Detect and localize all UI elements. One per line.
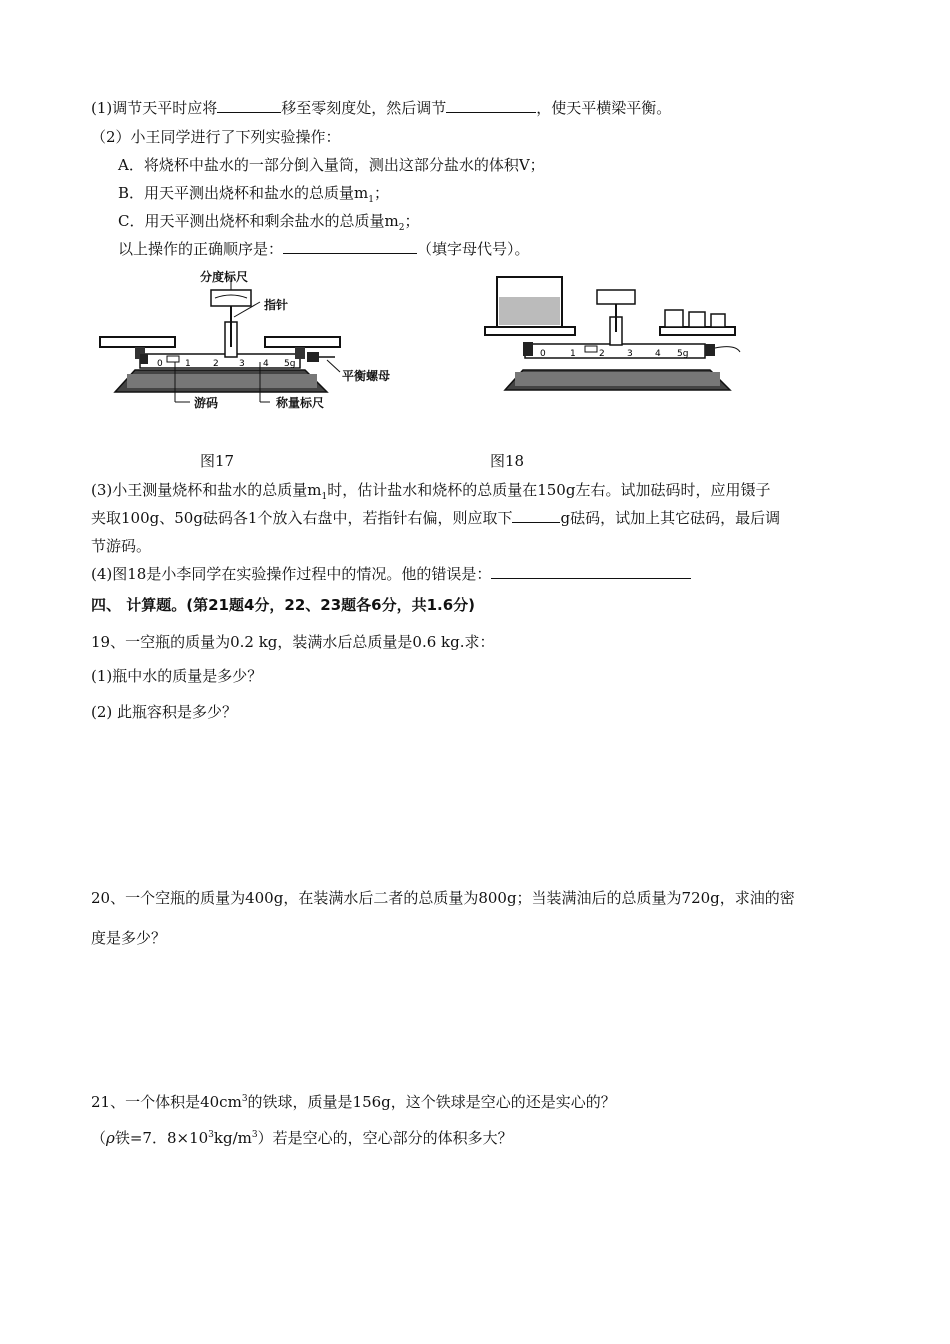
svg-text:5g: 5g — [677, 349, 689, 359]
svg-text:5g: 5g — [284, 359, 296, 369]
q1-blank-1[interactable] — [217, 98, 281, 113]
q2-option-b — [118, 183, 389, 210]
svg-text:4: 4 — [655, 349, 661, 359]
q4-text: (4)图18是小李同学在实验操作过程中的情况。他的错误是： — [91, 565, 492, 583]
p21-line-1-sup: 3 — [241, 1094, 248, 1104]
fig17-label-pointer: 指针 — [264, 298, 289, 312]
q3-blank[interactable] — [512, 508, 560, 523]
p21-line-1-text: 21、一个体积是40cm — [91, 1093, 242, 1111]
rho-symbol: ρ — [106, 1129, 115, 1147]
p21-line-2-end: ）若是空心的，空心部分的体积多大？ — [257, 1129, 513, 1147]
q1-mid: 移至零刻度处，然后调节 — [281, 99, 447, 117]
svg-text:1: 1 — [185, 359, 191, 369]
q3-line-2-text: 夹取100g、50g砝码各1个放入右盘中，若指针右偏，则应取下 — [91, 509, 513, 527]
svg-text:3: 3 — [627, 349, 633, 359]
q1-line — [91, 98, 671, 118]
fig17-label-rider: 游码 — [194, 396, 219, 410]
q3-line-1-sub: 1 — [321, 492, 328, 502]
q1-blank-2[interactable] — [446, 98, 536, 113]
q2-option-b-end: ； — [373, 184, 389, 202]
svg-text:3: 3 — [239, 359, 245, 369]
p21-line-2 — [91, 1125, 513, 1148]
q4-blank[interactable] — [491, 564, 691, 579]
q3-line-2 — [91, 508, 780, 528]
q2-order-blank[interactable] — [283, 239, 417, 254]
q2-option-b-text: B．用天平测出烧杯和盐水的总质量m — [118, 184, 369, 202]
q3-line-1-end: 时，估计盐水和烧杯的总质量在150g左右。试加砝码时，应用镊子 — [327, 481, 771, 499]
q1-after: ，使天平横梁平衡。 — [536, 99, 672, 117]
p19-sub-1: (1)瓶中水的质量是多少？ — [91, 667, 263, 685]
p21-density-value: 铁=7．8×10 — [114, 1129, 209, 1147]
q2-option-b-sub: 1 — [368, 195, 374, 205]
section-4-title: 四、 计算题。(第21题4分，22、23题各6分，共1.6分) — [91, 596, 476, 614]
fig17-caption: 图17 — [200, 452, 235, 470]
q3-line-1 — [91, 480, 770, 507]
p21-density-unit: kg/m — [213, 1129, 252, 1147]
svg-text:0: 0 — [157, 359, 163, 369]
p21-paren-open: （ — [91, 1129, 107, 1147]
fig17-label-nut: 平衡螺母 — [342, 369, 391, 383]
q2-intro: （2）小王同学进行了下列实验操作： — [91, 128, 341, 146]
q2-order — [118, 239, 530, 259]
svg-text:0: 0 — [540, 349, 546, 359]
p21-line-1-end: 的铁球，质量是156g，这个铁球是空心的还是实心的？ — [247, 1093, 616, 1111]
svg-text:1: 1 — [570, 349, 576, 359]
q2-option-a: A．将烧杯中盐水的一部分倒入量筒，测出这部分盐水的体积V； — [118, 156, 545, 174]
q3-line-1-text: (3)小王测量烧杯和盐水的总质量m — [91, 481, 322, 499]
svg-text:2: 2 — [213, 359, 219, 369]
q2-order-hint: （填字母代号）。 — [417, 240, 530, 258]
p21-density-exp: 3 — [208, 1130, 214, 1140]
p21-line-1 — [91, 1089, 616, 1112]
q4-line — [91, 564, 691, 584]
svg-text:4: 4 — [263, 359, 269, 369]
fig18-caption: 图18 — [490, 452, 525, 470]
figure-18-balance — [485, 272, 745, 412]
q3-line-2-end: g砝码，试加上其它砝码，最后调 — [560, 509, 781, 527]
q2-option-c-text: C．用天平测出烧杯和剩余盐水的总质量m — [118, 212, 399, 230]
svg-text:2: 2 — [599, 349, 605, 359]
fig17-label-scale: 分度标尺 — [200, 270, 249, 284]
q1-before: (1)调节天平时应将 — [91, 99, 218, 117]
p20-line-1: 20、一个空瓶的质量为400g，在装满水后二者的总质量为800g；当装满油后的总质量为720g，求油的密 — [91, 889, 795, 907]
p19-sub-2: (2) 此瓶容积是多少？ — [91, 703, 238, 721]
q2-order-text: 以上操作的正确顺序是： — [118, 240, 284, 258]
p19-stem: 19、一空瓶的质量为0.2 kg，装满水后总质量是0.6 kg.求： — [91, 633, 495, 651]
q3-line-3: 节游码。 — [91, 537, 152, 555]
p21-density-unit-exp: 3 — [251, 1130, 258, 1140]
q2-option-c-end: ； — [404, 212, 420, 230]
q2-option-c — [118, 211, 419, 238]
q2-option-c-sub: 2 — [398, 223, 405, 233]
p20-line-2: 度是多少？ — [91, 929, 167, 947]
fig17-label-beam: 称量标尺 — [276, 396, 325, 410]
